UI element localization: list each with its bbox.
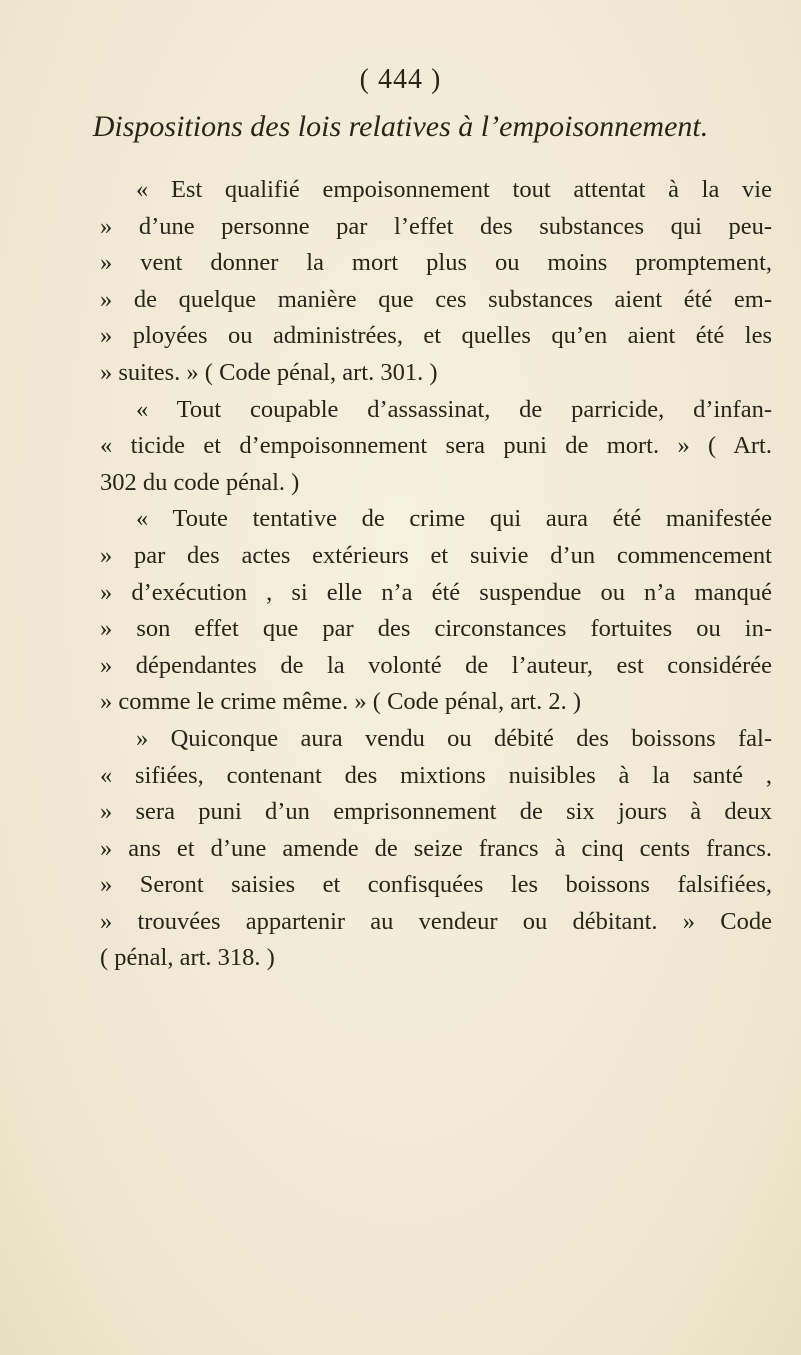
text-line: » d’exécution , si elle n’a été suspendue ou n’a manqué <box>100 578 772 606</box>
text-line: « Est qualifié empoisonnement tout attentat à la vie <box>136 176 772 203</box>
text-line: » Quiconque aura vendu ou débité des boissons fal- <box>136 724 772 752</box>
text-line: » par des actes extérieurs et suivie d’un commencement <box>100 541 772 569</box>
text-line: » dépendantes de la volonté de l’auteur, est considérée <box>100 651 772 679</box>
text-line: ( pénal, art. 318. ) <box>100 944 275 972</box>
text-line: » de quelque manière que ces substances aient été em- <box>100 285 772 313</box>
text-line: » ployées ou administrées, et quelles qu’en aient été les <box>100 322 772 350</box>
text-line: » ans et d’une amende de seize francs à cinq cents francs. <box>100 834 772 862</box>
text-line: » son effet que par des circonstances fortuites ou in- <box>100 615 772 643</box>
text-line: » sera puni d’un emprisonnement de six jours à deux <box>100 798 772 826</box>
text-line: » Seront saisies et confisquées les boissons falsifiées, <box>100 871 772 899</box>
text-line: 302 du code pénal. ) <box>100 468 300 496</box>
text-line: » vent donner la mort plus ou moins promptement, <box>100 249 772 277</box>
text-line: « Toute tentative de crime qui aura été manifestée <box>136 505 772 533</box>
text-line: « Tout coupable d’assassinat, de parricide, d’infan- <box>136 395 772 423</box>
section-title: Dispositions des lois relatives à l’empoisonnement. <box>92 110 709 143</box>
text-line: « sifiées, contenant des mixtions nuisibles à la santé , <box>100 761 772 789</box>
page-number: ( 444 ) <box>359 64 442 95</box>
text-line: » d’une personne par l’effet des substances qui peu- <box>100 212 772 240</box>
text-line: » comme le crime même. » ( Code pénal, art. 2. ) <box>100 688 581 716</box>
text-line: » trouvées appartenir au vendeur ou débitant. » Code <box>100 907 772 935</box>
text-line: » suites. » ( Code pénal, art. 301. ) <box>100 358 438 386</box>
text-line: « ticide et d’empoisonnement sera puni de mort. » ( Art. <box>100 432 772 460</box>
page-body <box>100 172 772 977</box>
